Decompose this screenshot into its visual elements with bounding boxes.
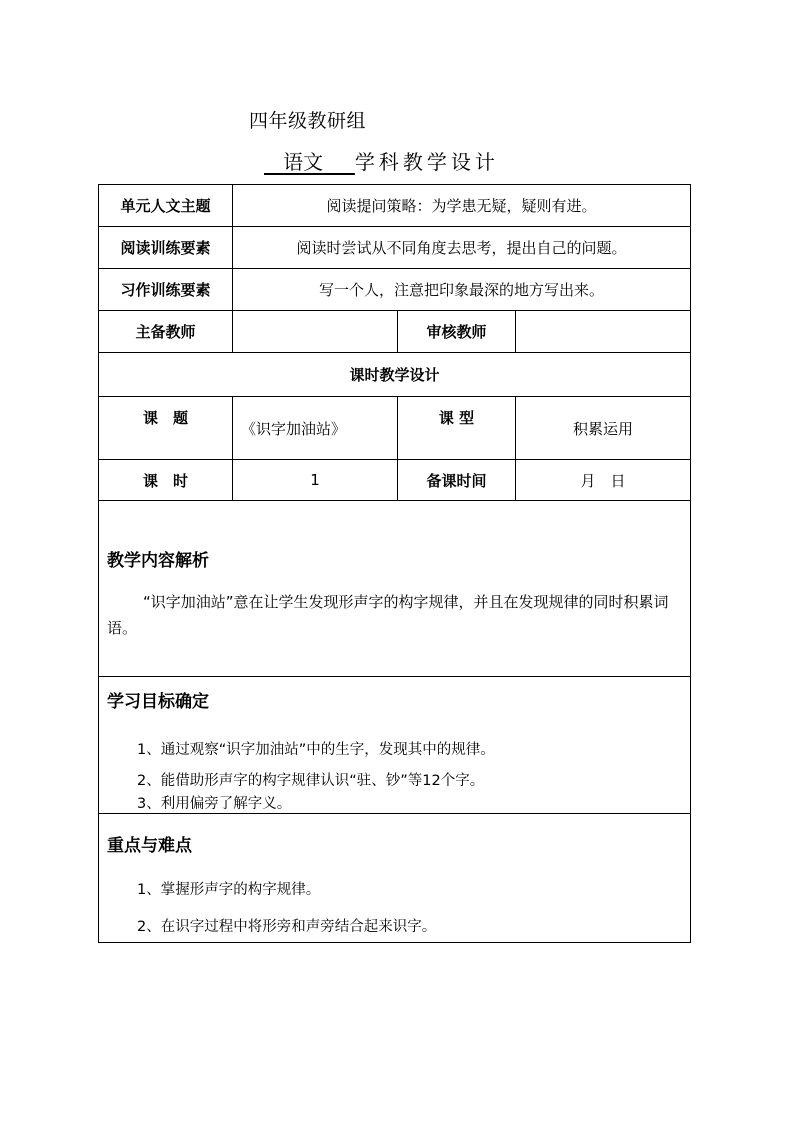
row-lesson-design-title	[99, 353, 691, 397]
content-analysis-cell	[99, 501, 691, 677]
main-teacher-value	[233, 311, 398, 353]
row-topic	[99, 397, 691, 460]
lesson-plan-table	[98, 184, 691, 943]
unit-theme-label: 单元人文主题	[99, 185, 233, 227]
row-period	[99, 460, 691, 501]
row-writing	[99, 269, 691, 311]
reading-label: 阅读训练要素	[99, 227, 233, 269]
group-title: 四年级教研组	[249, 110, 367, 132]
objective-item: 3、利用偏旁了解字义。	[137, 796, 292, 812]
subject-name: 语文	[283, 150, 324, 174]
lesson-design-title: 课时教学设计	[99, 353, 691, 397]
objectives-title: 学习目标确定	[107, 692, 209, 712]
reading-value: 阅读时尝试从不同角度去思考，提出自己的问题。	[233, 227, 691, 269]
row-key-points	[99, 814, 691, 943]
review-teacher-value	[516, 311, 691, 353]
key-points-title: 重点与难点	[107, 835, 192, 856]
topic-value: 《识字加油站》	[233, 397, 398, 460]
writing-value: 写一个人，注意把印象最深的地方写出来。	[233, 269, 691, 311]
main-teacher-label: 主备教师	[99, 311, 233, 353]
period-label: 课 时	[99, 460, 233, 501]
topic-label: 课 题	[99, 397, 233, 460]
row-unit-theme	[99, 185, 691, 227]
writing-label: 习作训练要素	[99, 269, 233, 311]
objective-item: 2、能借助形声字的构字规律认识“驻、钞”等12个字。	[137, 773, 485, 789]
period-value: 1	[233, 460, 398, 501]
row-teachers	[99, 311, 691, 353]
design-title: 学科教学设计	[354, 150, 499, 174]
key-point-item: 1、掌握形声字的构字规律。	[137, 881, 321, 898]
objectives-cell	[99, 677, 691, 814]
subject-title-line	[264, 146, 499, 175]
prep-time-value: 月 日	[516, 460, 691, 501]
row-objectives	[99, 677, 691, 814]
unit-theme-value: 阅读提问策略：为学患无疑，疑则有进。	[233, 185, 691, 227]
content-analysis-title: 教学内容解析	[107, 551, 209, 571]
row-reading	[99, 227, 691, 269]
key-point-item: 2、在识字过程中将形旁和声旁结合起来识字。	[137, 918, 437, 935]
key-points-cell	[99, 814, 691, 943]
review-teacher-label: 审核教师	[398, 311, 516, 353]
prep-time-label: 备课时间	[398, 460, 516, 501]
content-analysis-text: “识字加油站”意在让学生发现形声字的构字规律，并且在发现规律的同时积累词语。	[107, 593, 669, 637]
objective-item: 1、通过观察“识字加油站”中的生字，发现其中的规律。	[137, 742, 495, 758]
type-value: 积累运用	[516, 397, 691, 460]
type-label: 课 型	[398, 397, 516, 460]
row-content-analysis	[99, 501, 691, 677]
